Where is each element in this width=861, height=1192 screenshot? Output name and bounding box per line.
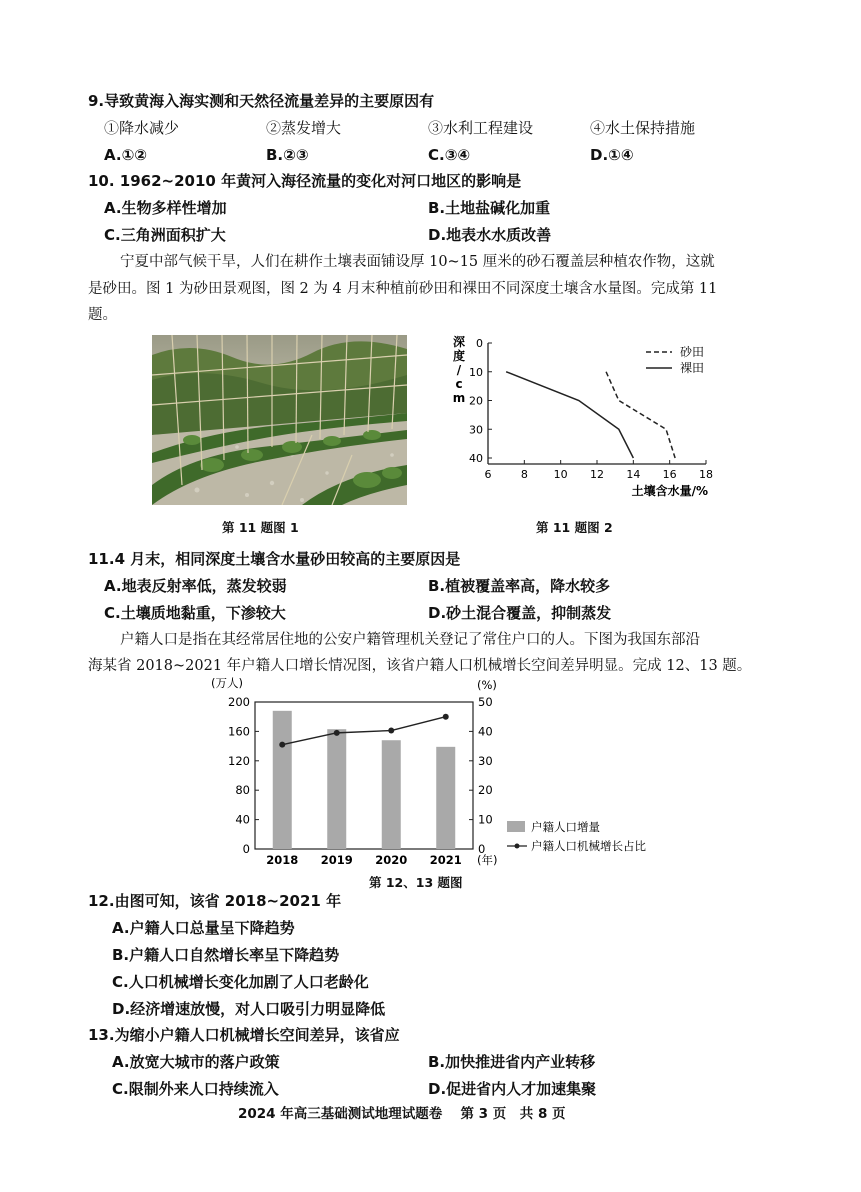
x-tick-label: 18 [699, 468, 713, 481]
x-axis-unit: (年) [477, 853, 498, 867]
q11-stem: 11.4 月末，相同深度土壤含水量砂田较高的主要原因是 [88, 550, 461, 568]
q13-stem: 13.为缩小户籍人口机械增长空间差异，该省应 [88, 1026, 400, 1044]
q13-option-c: C.限制外来人口持续流入 [112, 1080, 279, 1098]
legend-bar-label: 户籍人口增量 [531, 820, 600, 834]
left-tick-label: 160 [228, 724, 250, 739]
q11-option-a: A.地表反射率低，蒸发较弱 [104, 577, 287, 595]
series-line-2 [506, 372, 633, 458]
q10-option-a: A.生物多样性增加 [104, 199, 227, 217]
bar-2020 [382, 740, 401, 849]
line-point-2020 [388, 728, 394, 734]
y-axis-label-char: c [455, 377, 463, 391]
mechanical-growth-line [282, 717, 446, 745]
right-tick-label: 20 [478, 783, 493, 798]
y-axis-label-char: 度 [452, 349, 466, 363]
y-axis-label [453, 334, 466, 405]
left-tick-label: 200 [228, 695, 250, 709]
right-axis-unit: (%) [477, 678, 497, 692]
soil-moisture-chart [440, 330, 730, 515]
fig2-caption: 第 11 题图 2 [536, 520, 613, 535]
line-point-2021 [443, 714, 449, 720]
legend-bar-swatch [507, 821, 525, 832]
q9-item-3: ③水利工程建设 [428, 119, 534, 137]
x-axis-label: 土壤含水量/% [631, 484, 708, 498]
q9-item-1: ①降水减少 [104, 119, 180, 137]
q11-option-d: D.砂土混合覆盖，抑制蒸发 [428, 604, 612, 622]
y-tick-label: 40 [469, 452, 483, 465]
left-tick-label: 40 [235, 812, 250, 827]
y-axis-label-char: / [456, 363, 462, 377]
passage1-line1: 宁夏中部气候干旱，人们在耕作土壤表面铺设厚 10~15 厘米的砂石覆盖层种植农作物，这就 [120, 254, 715, 270]
q12-option-d: D.经济增速放慢，对人口吸引力明显降低 [112, 1000, 386, 1018]
legend-label-1: 砂田 [680, 345, 705, 359]
y-tick-label: 20 [469, 394, 483, 408]
q13-option-b: B.加快推进省内产业转移 [428, 1053, 596, 1071]
q12-option-a: A.户籍人口总量呈下降趋势 [112, 919, 295, 937]
page-footer: 2024 年高三基础测试地理试题卷 第 3 页 共 8 页 [238, 1106, 566, 1122]
x-tick-label: 8 [520, 468, 528, 481]
q9-item-2: ②蒸发增大 [266, 119, 342, 137]
left-axis-unit: (万人) [211, 676, 243, 690]
legend-line-marker [515, 844, 520, 849]
line-point-2019 [334, 730, 340, 736]
left-tick-label: 120 [228, 753, 250, 768]
y-tick-label: 10 [469, 365, 483, 379]
x-tick-label: 2020 [375, 853, 408, 867]
right-tick-label: 40 [478, 724, 493, 739]
x-tick-label: 2019 [320, 853, 353, 867]
passage2-line1: 户籍人口是指在其经常居住地的公安户籍管理机关登记了常住户口的人。下图为我国东部沿 [120, 632, 700, 648]
y-tick-label: 30 [469, 423, 483, 437]
q12-stem: 12.由图可知，该省 2018~2021 年 [88, 892, 342, 910]
bar-2019 [327, 729, 346, 849]
bar-2018 [273, 711, 292, 849]
x-tick-label: 10 [553, 468, 568, 481]
left-tick-label: 80 [235, 783, 250, 798]
right-tick-label: 10 [478, 812, 493, 827]
q10-stem: 10. 1962~2010 年黄河入海径流量的变化对河口地区的影响是 [88, 172, 522, 190]
q13-option-a: A.放宽大城市的落户政策 [112, 1053, 280, 1071]
q13-option-d: D.促进省内人才加速集聚 [428, 1080, 597, 1098]
series-line-1 [606, 372, 675, 458]
q10-option-d: D.地表水水质改善 [428, 226, 552, 244]
x-tick-label: 2021 [429, 853, 462, 867]
right-tick-label: 30 [478, 753, 493, 768]
x-tick-label: 14 [626, 468, 641, 481]
q9-stem: 9.导致黄海入海实测和天然径流量差异的主要原因有 [88, 92, 435, 110]
q9-option-c: C.③④ [428, 146, 471, 164]
fig3-caption: 第 12、13 题图 [369, 875, 463, 890]
legend-label-2: 裸田 [680, 361, 705, 375]
q9-item-4: ④水土保持措施 [590, 119, 696, 137]
q9-option-b: B.②③ [266, 146, 309, 164]
passage1-line3: 题。 [88, 307, 117, 323]
q12-option-c: C.人口机械增长变化加剧了人口老龄化 [112, 973, 369, 991]
q11-option-b: B.植被覆盖率高，降水较多 [428, 577, 611, 595]
q9-option-a: A.①② [104, 146, 147, 164]
passage2-line2: 海某省 2018~2021 年户籍人口增长情况图，该省户籍人口机械增长空间差异明显。完成 12、13 题。 [88, 658, 752, 674]
left-tick-label: 0 [242, 842, 250, 856]
x-tick-label: 12 [590, 468, 604, 481]
fig1-caption: 第 11 题图 1 [222, 520, 299, 535]
y-axis-label-char: 深 [452, 335, 466, 349]
y-axis-label-char: m [452, 391, 466, 405]
population-growth-chart [205, 672, 695, 872]
q9-option-d: D.①④ [590, 146, 634, 164]
x-tick-label: 6 [484, 468, 492, 481]
y-tick-label: 0 [476, 337, 483, 350]
line-point-2018 [279, 742, 285, 748]
legend-line-label: 户籍人口机械增长占比 [531, 839, 646, 853]
x-tick-label: 2018 [266, 853, 299, 867]
x-tick-label: 16 [662, 468, 677, 481]
bar-2021 [436, 747, 455, 849]
q10-option-b: B.土地盐碱化加重 [428, 199, 551, 217]
passage1-line2: 是砂田。图 1 为砂田景观图，图 2 为 4 月末种植前砂田和裸田不同深度土壤含水量图。完成第 11 [88, 281, 718, 297]
q10-option-c: C.三角洲面积扩大 [104, 226, 226, 244]
right-tick-label: 0 [478, 842, 486, 856]
right-tick-label: 50 [478, 695, 493, 709]
q12-option-b: B.户籍人口自然增长率呈下降趋势 [112, 946, 340, 964]
sand-field-photo [152, 335, 407, 505]
q11-option-c: C.土壤质地黏重，下渗较大 [104, 604, 286, 622]
